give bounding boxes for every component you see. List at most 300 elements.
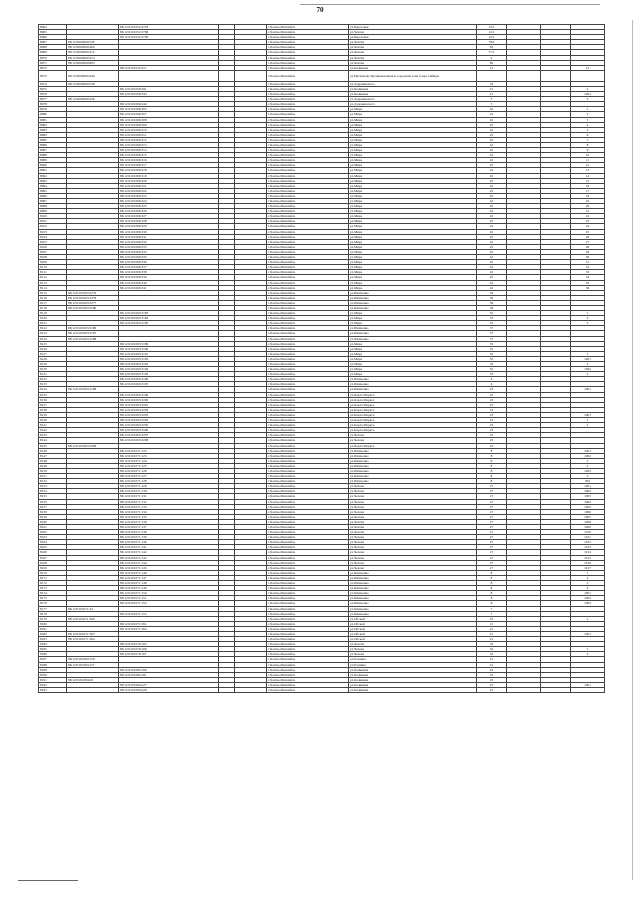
table-cell: г.Ханты-Мансийск	[267, 560, 349, 565]
table-cell: г.Ханты-Мансийск	[267, 545, 349, 550]
table-cell: 86:12:0101066:334	[119, 249, 219, 254]
table-cell: г.Ханты-Мансийск	[267, 229, 349, 234]
table-cell: 27	[477, 550, 507, 555]
table-cell: ул.Чехова	[349, 433, 477, 438]
table-cell: 86:12:0101071:147	[119, 575, 219, 580]
table-cell: 86:12:0101071:135	[119, 514, 219, 519]
table-cell: 45	[477, 168, 507, 173]
table-cell: ул.Мира	[349, 204, 477, 209]
table-cell: 45	[477, 142, 507, 147]
table-cell: 86:12:0101063:3194	[119, 367, 219, 372]
table-cell: ул.Чехова	[349, 438, 477, 443]
table-cell: 8158	[39, 509, 67, 514]
table-cell: г.Ханты-Мансийск	[267, 40, 349, 45]
table-cell: ул.Мира	[349, 122, 477, 127]
table-cell: 2	[571, 316, 605, 321]
table-cell: ул.Чехова	[349, 484, 477, 489]
table-cell: г.Ханты-Мансийск	[267, 86, 349, 91]
table-cell: 59	[477, 295, 507, 300]
table-cell: 8113	[39, 280, 67, 285]
table-cell: 8160	[39, 519, 67, 524]
table-cell: 45	[477, 117, 507, 122]
table-cell	[235, 70, 267, 81]
table-cell: 86:12:0101063:3193	[119, 362, 219, 367]
table-cell: 86:12:0101066:329	[119, 224, 219, 229]
table-cell: 1001	[571, 387, 605, 392]
table-cell: 8091	[39, 168, 67, 173]
table-cell: 86:12:0101063:3199	[119, 392, 219, 397]
table-cell	[571, 688, 605, 693]
table-cell: г.Ханты-Мансийск	[267, 234, 349, 239]
table-cell: г.Ханты-Мансийск	[267, 45, 349, 50]
table-cell: 8090	[39, 163, 67, 168]
table-cell: 8140	[39, 418, 67, 423]
table-cell: 8065	[39, 30, 67, 35]
table-cell: 86:12:0101063:3280	[67, 305, 119, 310]
table-cell: 8116	[39, 295, 67, 300]
table-cell: ул.Обской	[349, 626, 477, 631]
table-cell	[541, 688, 571, 693]
table-cell: ул.Калинина	[349, 688, 477, 693]
table-cell: 8100	[39, 214, 67, 219]
table-cell: 8084	[39, 132, 67, 137]
table-cell: ул.Чехова	[349, 514, 477, 519]
table-cell: 86:12:0101071:364	[67, 637, 119, 642]
table-cell: 8136	[39, 397, 67, 402]
table-cell: ул.Чехова	[349, 45, 477, 50]
table-cell: 1001	[571, 448, 605, 453]
table-cell: 12	[571, 163, 605, 168]
table-cell: г.Ханты-Мансийск	[267, 163, 349, 168]
table-cell: 86:12:0101066:312	[119, 137, 219, 142]
table-cell: г.Ханты-Мансийск	[267, 525, 349, 530]
table-cell: 14	[571, 65, 605, 70]
table-cell: ул.Мира	[349, 214, 477, 219]
table-cell: г.Ханты-Мансийск	[267, 132, 349, 137]
table-cell: 8185	[39, 647, 67, 652]
table-cell: 1013	[571, 545, 605, 550]
table-cell: 8	[477, 458, 507, 463]
table-cell: г.Ханты-Мансийск	[267, 596, 349, 601]
table-cell: ул.Мира	[349, 356, 477, 361]
side-rule	[632, 20, 633, 880]
table-cell: 45	[477, 219, 507, 224]
table-cell: 23	[477, 428, 507, 433]
table-cell: г.Ханты-Мансийск	[267, 270, 349, 275]
table-cell: 86:12:0101071:134	[119, 509, 219, 514]
table-cell: 21	[477, 631, 507, 636]
table-cell: 2	[571, 463, 605, 468]
table-cell: 8191	[39, 677, 67, 682]
table-cell: г.Ханты-Мансийск	[267, 621, 349, 626]
table-cell: 86:12:0101071:142	[119, 550, 219, 555]
table-cell: г.Ханты-Мансийск	[267, 50, 349, 55]
table-cell: г.Ханты-Мансийск	[267, 316, 349, 321]
table-cell: 8167	[39, 555, 67, 560]
table-cell: 27	[477, 525, 507, 530]
table-cell: 36	[571, 285, 605, 290]
table-cell: 35	[571, 280, 605, 285]
table-cell: 25	[477, 688, 507, 693]
table-cell: 4	[477, 382, 507, 387]
table-cell: г.Ханты-Мансийск	[267, 265, 349, 270]
table-cell: г.Ханты-Мансийск	[267, 677, 349, 682]
table-cell: г.Ханты-Мансийск	[267, 142, 349, 147]
table-cell: 8	[477, 448, 507, 453]
table-cell: 25	[477, 682, 507, 687]
table-cell: ул.Карла Маркса	[349, 402, 477, 407]
table-cell: 8077	[39, 97, 67, 102]
table-cell: 86:12:0101071:131	[119, 494, 219, 499]
table-cell: 8096	[39, 193, 67, 198]
table-cell: 8124	[39, 336, 67, 341]
table-cell: г.Ханты-Мансийск	[267, 402, 349, 407]
table-cell: г.Ханты-Мансийск	[267, 199, 349, 204]
table-cell: 8165	[39, 545, 67, 550]
table-cell	[219, 688, 235, 693]
table-cell: 57	[477, 336, 507, 341]
table-cell: 8106	[39, 244, 67, 249]
table-cell: ул.Чехова	[349, 489, 477, 494]
table-cell: 4	[571, 122, 605, 127]
table-cell: 21	[477, 86, 507, 91]
table-cell: 86:12:0000000:540	[67, 40, 119, 45]
table-cell: 8126	[39, 346, 67, 351]
table-cell: 8112	[39, 275, 67, 280]
table-cell: 86:12:0101071:149	[119, 586, 219, 591]
table-cell: ул.Обской	[349, 637, 477, 642]
table-cell: г.Ханты-Мансийск	[267, 667, 349, 672]
table-cell: 45	[477, 122, 507, 127]
bottom-rule	[18, 880, 78, 881]
table-cell: 55	[477, 321, 507, 326]
table-cell: 8161	[39, 525, 67, 530]
table-cell: 8105	[39, 239, 67, 244]
table-cell: 8	[477, 570, 507, 575]
table-cell: 86:12:0101071:24	[67, 606, 119, 611]
table-cell: ул.Пискунова Промышленная и городская зона Сады Сибири	[349, 70, 477, 81]
table-cell: г.Ханты-Мансийск	[267, 688, 349, 693]
table-cell: г.Ханты-Мансийск	[267, 30, 349, 35]
table-cell: 27	[477, 565, 507, 570]
table-cell: 45	[477, 244, 507, 249]
table-cell: 13	[571, 168, 605, 173]
table-cell: 8110	[39, 265, 67, 270]
table-cell: 8	[477, 463, 507, 468]
table-cell: 8068	[39, 45, 67, 50]
table-cell: 27	[477, 489, 507, 494]
table-cell: 86:12:0101066:339	[119, 275, 219, 280]
table-cell: 8179	[39, 616, 67, 621]
table-cell: 1	[571, 647, 605, 652]
table-cell: 8	[477, 586, 507, 591]
table-cell: 55	[477, 311, 507, 316]
table-cell: ул.Шевченко	[349, 448, 477, 453]
table-cell: г.Ханты-Мансийск	[267, 458, 349, 463]
table-cell: 86:12:0101066:341	[119, 285, 219, 290]
table-cell: ул.Шевченко	[349, 606, 477, 611]
table-cell: ул.Дзержинского	[349, 81, 477, 86]
table-cell: г.Ханты-Мансийск	[267, 70, 349, 81]
table-cell: 45	[477, 132, 507, 137]
table-cell: 86:12:0101071:361	[119, 621, 219, 626]
table-cell: 86:12:0101066:317	[119, 163, 219, 168]
table-cell: г.Ханты-Мансийск	[267, 509, 349, 514]
table-cell: г.Ханты-Мансийск	[267, 372, 349, 377]
table-cell: ул.Чехова	[349, 525, 477, 530]
table-cell: 86:12:0000000:412	[67, 50, 119, 55]
table-cell: 86:12:0101066:337	[119, 265, 219, 270]
table-cell: 86:12:0101066:323	[119, 193, 219, 198]
table-cell: ул.Мира	[349, 275, 477, 280]
table-cell: ул.Шевченко	[349, 326, 477, 331]
table-cell: г.Ханты-Мансийск	[267, 616, 349, 621]
table-cell: г.Ханты-Мансийск	[267, 397, 349, 402]
table-cell: 8150	[39, 468, 67, 473]
table-cell: 45	[477, 163, 507, 168]
table-cell: ул.Шевченко	[349, 596, 477, 601]
table-cell: 8072	[39, 65, 67, 70]
table-cell: 10	[571, 153, 605, 158]
table-cell: 8128	[39, 356, 67, 361]
table-cell: 8152	[39, 479, 67, 484]
table-cell: 23	[477, 387, 507, 392]
table-cell: г.Ханты-Мансийск	[267, 504, 349, 509]
table-cell: 8139	[39, 412, 67, 417]
table-cell: 86:12:0101066:335	[119, 255, 219, 260]
table-cell: 8081	[39, 117, 67, 122]
table-cell: 1010	[571, 530, 605, 535]
table-cell: 86:12:0101071:146	[119, 570, 219, 575]
table-cell: ул.Обской	[349, 631, 477, 636]
table-cell: 8130	[39, 367, 67, 372]
table-cell: 86:12:0101071:140	[119, 540, 219, 545]
table-cell: ул.Карла Маркса	[349, 407, 477, 412]
table-cell: 13/1	[477, 25, 507, 30]
table-cell: ул.Мира	[349, 173, 477, 178]
table-cell: г.Ханты-Мансийск	[267, 295, 349, 300]
table-cell: г.Ханты-Мансийск	[267, 433, 349, 438]
table-cell: ул.Мира	[349, 234, 477, 239]
table-cell: 5	[477, 102, 507, 107]
table-cell: 23	[477, 402, 507, 407]
table-cell: 86:12:0101066:318	[119, 168, 219, 173]
table-cell: 8122	[39, 326, 67, 331]
table-cell: г.Ханты-Мансийск	[267, 25, 349, 30]
table-cell: 86:12:0101071:362	[119, 626, 219, 631]
table-cell: 45	[477, 249, 507, 254]
table-cell: 86:12:0101066:331	[119, 234, 219, 239]
table-cell: ул.Мира	[349, 112, 477, 117]
table-cell: 8148	[39, 458, 67, 463]
table-cell: г.Ханты-Мансийск	[267, 117, 349, 122]
table-cell: 1	[571, 107, 605, 112]
table-cell: 8	[477, 468, 507, 473]
table-cell: 8141	[39, 423, 67, 428]
table-cell: 8093	[39, 178, 67, 183]
table-cell: 27	[477, 530, 507, 535]
table-cell: 86:12:0101071:133	[119, 504, 219, 509]
table-cell: 8123	[39, 331, 67, 336]
table-cell: 8098	[39, 204, 67, 209]
table-cell: 1008	[571, 519, 605, 524]
table-cell: ул.Мира	[349, 367, 477, 372]
table-cell: 25	[571, 229, 605, 234]
table-cell: 86:12:0101066:327	[119, 214, 219, 219]
table-cell: 2	[571, 575, 605, 580]
table-cell: ул.Шевченко	[349, 570, 477, 575]
table-cell: 57	[477, 331, 507, 336]
table-cell: 1001	[571, 682, 605, 687]
table-cell: ул.Мира	[349, 107, 477, 112]
table-cell: 86:12:0101071:122	[119, 448, 219, 453]
table-cell: ул.Чехова	[349, 504, 477, 509]
table-cell: г.Ханты-Мансийск	[267, 280, 349, 285]
table-cell: 1	[571, 418, 605, 423]
table-cell: 86:12:0101066:311	[119, 132, 219, 137]
table-cell: 8189	[39, 667, 67, 672]
table-cell: 8117	[39, 300, 67, 305]
table-cell: 4	[571, 586, 605, 591]
table-cell: 8163	[39, 535, 67, 540]
table-cell: г.Ханты-Мансийск	[267, 611, 349, 616]
table-cell: 6	[571, 132, 605, 137]
table-cell: ул.Мира	[349, 341, 477, 346]
table-cell: 8178	[39, 611, 67, 616]
table-cell: ул.Мира	[349, 158, 477, 163]
table-cell: ул.Чехова	[349, 652, 477, 657]
table-cell: 31	[571, 260, 605, 265]
table-cell: ул.Шевченко	[349, 601, 477, 606]
table-cell: ул.Мира	[349, 249, 477, 254]
table-cell: г.Ханты-Мансийск	[267, 321, 349, 326]
table-cell: 8095	[39, 188, 67, 193]
table-cell: 45	[477, 224, 507, 229]
table-cell: 2	[571, 112, 605, 117]
table-cell: 21	[477, 92, 507, 97]
table-cell: 8	[477, 453, 507, 458]
table-cell: 1014	[571, 550, 605, 555]
table-cell: г.Ханты-Мансийск	[267, 351, 349, 356]
table-cell: 1001	[571, 591, 605, 596]
table-cell: г.Ханты-Мансийск	[267, 148, 349, 153]
table-cell: 86:12:0101066:321	[119, 183, 219, 188]
table-cell: 32	[477, 647, 507, 652]
table-cell: 32	[571, 265, 605, 270]
table-cell: г.Ханты-Мансийск	[267, 209, 349, 214]
table-cell: г.Ханты-Мансийск	[267, 290, 349, 295]
table-cell: г.Ханты-Мансийск	[267, 97, 349, 102]
table-cell: 86:12:0101056:343	[119, 92, 219, 97]
table-cell: 45	[477, 193, 507, 198]
table-cell: ул.Чехова	[349, 565, 477, 570]
table-cell: г.Ханты-Мансийск	[267, 601, 349, 606]
table-cell: ул.Мира	[349, 209, 477, 214]
table-cell: 1003	[571, 601, 605, 606]
table-cell: 8134	[39, 387, 67, 392]
table-cell: 2	[571, 362, 605, 367]
table-cell: 86:12:0101066:308	[119, 117, 219, 122]
table-cell: г.Ханты-Мансийск	[267, 468, 349, 473]
table-cell: 2	[571, 423, 605, 428]
table-cell: г.Ханты-Мансийск	[267, 626, 349, 631]
table-cell: 1015	[571, 555, 605, 560]
table-cell: ул.Мира	[349, 117, 477, 122]
table-cell: ул.Чехова	[349, 519, 477, 524]
table-cell: 86:12:0101066:313	[119, 142, 219, 147]
table-cell: 33	[571, 270, 605, 275]
table-cell: 45	[477, 275, 507, 280]
table-cell: 8097	[39, 199, 67, 204]
table-cell: 1002	[571, 453, 605, 458]
table-cell: 1	[571, 570, 605, 575]
table-cell: 1003	[571, 494, 605, 499]
table-cell: 86:12:0000000:469	[67, 45, 119, 50]
table-cell: 8080	[39, 112, 67, 117]
table-cell: 86:12:0101066:322	[119, 188, 219, 193]
table-cell: 86:12:0101063:3200	[119, 397, 219, 402]
table-cell: 86:12:0101071:127	[119, 474, 219, 479]
table-cell: г.Ханты-Мансийск	[267, 514, 349, 519]
table-cell: 14	[571, 173, 605, 178]
table-cell: 8133	[39, 382, 67, 387]
table-cell: ул.Шевченко	[349, 468, 477, 473]
table-cell: 8078	[39, 102, 67, 107]
table-cell: г.Ханты-Мансийск	[267, 122, 349, 127]
table-cell: г.Ханты-Мансийск	[267, 285, 349, 290]
table-cell: 55	[477, 341, 507, 346]
table-cell: 86:12:0101063:3184	[119, 316, 219, 321]
table-cell: г.Ханты-Мансийск	[267, 540, 349, 545]
table-cell: 86:12:0101063:3187	[67, 331, 119, 336]
table-cell: 86:12:0101071:132	[119, 499, 219, 504]
table-cell: ул.Шевченко	[349, 463, 477, 468]
table-cell: 1017	[571, 565, 605, 570]
table-cell: 8	[477, 601, 507, 606]
table-cell: г.Ханты-Мансийск	[267, 183, 349, 188]
table-cell: 55	[477, 346, 507, 351]
table-cell: ул.Карла Маркса	[349, 428, 477, 433]
table-cell: 5	[571, 127, 605, 132]
table-cell: 86:12:0101084:180	[119, 667, 219, 672]
table-cell: ул.Шевченко	[349, 382, 477, 387]
table-cell: г.Ханты-Мансийск	[267, 570, 349, 575]
table-cell: 45	[477, 153, 507, 158]
table-cell: ул.Мира	[349, 137, 477, 142]
table-cell: ул.Мира	[349, 346, 477, 351]
table-cell: 8088	[39, 153, 67, 158]
table-cell: 8162	[39, 530, 67, 535]
table-cell: г.Ханты-Мансийск	[267, 249, 349, 254]
table-cell: 3	[571, 581, 605, 586]
table-cell: 45	[477, 209, 507, 214]
table-cell: 3	[571, 321, 605, 326]
register-table	[38, 24, 605, 693]
table-cell: 8108	[39, 255, 67, 260]
table-cell: ул.Мира	[349, 148, 477, 153]
table-cell: 32	[477, 642, 507, 647]
table-cell: ул.Мира	[349, 311, 477, 316]
table-cell	[541, 70, 571, 81]
table-cell: 45	[477, 285, 507, 290]
table-cell: 86:12:0101066:332	[119, 239, 219, 244]
table-cell: 86:12:0101066:305	[119, 107, 219, 112]
table-cell: г.Ханты-Мансийск	[267, 387, 349, 392]
table-cell: 8177	[39, 606, 67, 611]
table-cell: ул.Мира	[349, 351, 477, 356]
table-cell: 302	[571, 479, 605, 484]
table-cell: 86:12:0101063:3183	[119, 311, 219, 316]
